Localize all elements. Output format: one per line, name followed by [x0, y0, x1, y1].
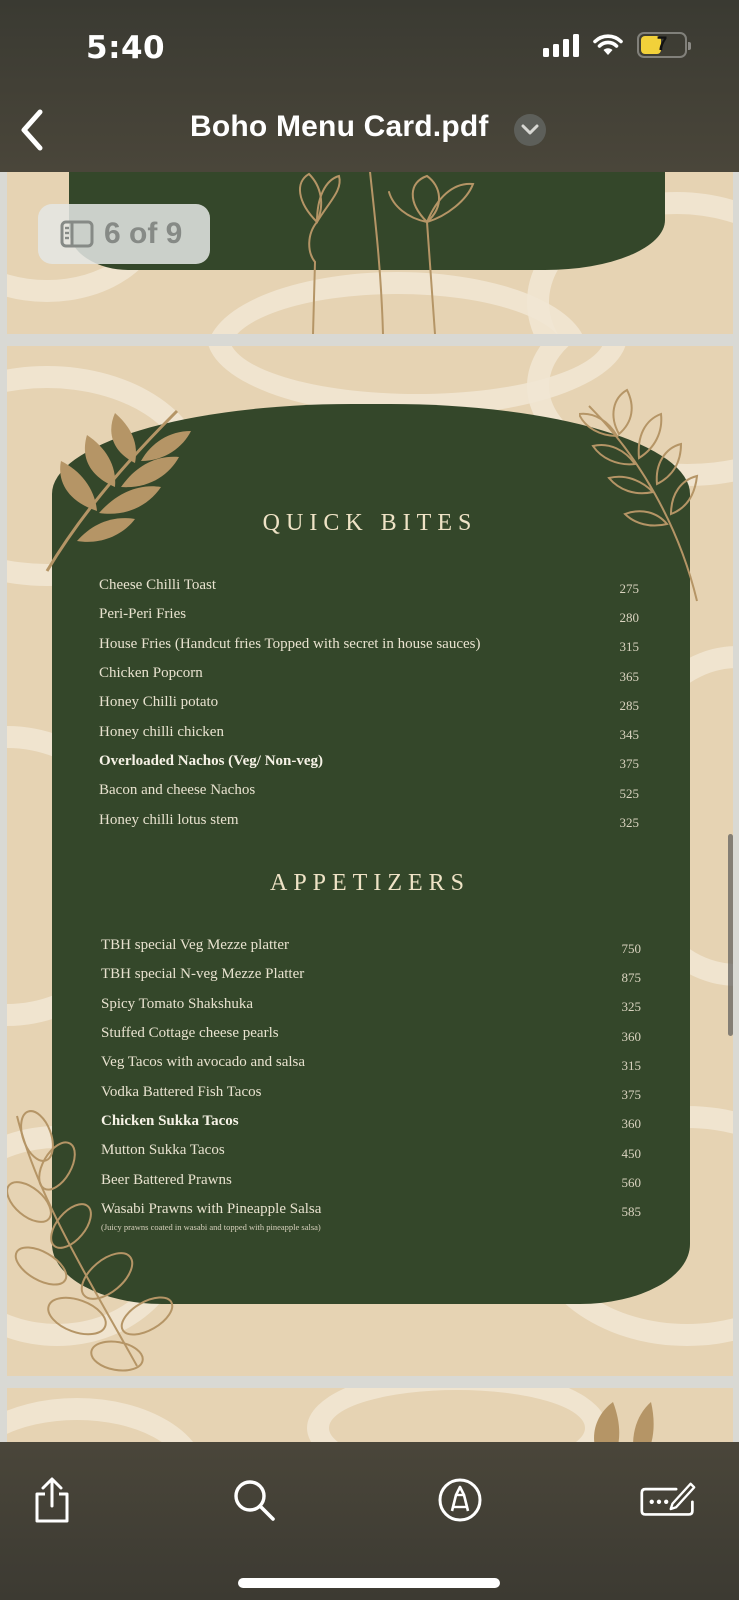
menu-item-name: TBH special Veg Mezze platter: [101, 937, 289, 954]
menu-item: [101, 960, 641, 989]
signal-icon: [543, 33, 579, 57]
menu-item-price: 585: [621, 1204, 641, 1220]
menu-item-name: House Fries (Handcut fries Topped with secret in house sauces): [99, 635, 481, 652]
battery-icon: [637, 32, 687, 58]
markup-button[interactable]: [432, 1472, 488, 1528]
markup-pen-icon: [437, 1477, 483, 1523]
menu-item-price: 375: [621, 1087, 641, 1103]
menu-item: [99, 747, 639, 776]
search-icon: [232, 1478, 276, 1522]
menu-item-name: Overloaded Nachos (Veg/ Non-veg): [99, 752, 324, 769]
menu-item: [99, 805, 639, 834]
menu-item-name: Cheese Chilli Toast: [99, 577, 216, 594]
scrollbar[interactable]: [728, 834, 733, 1036]
menu-item-price: 365: [619, 668, 639, 684]
menu-item-name: Bacon and cheese Nachos: [99, 782, 256, 799]
back-button[interactable]: [16, 108, 50, 152]
menu-item-name: Mutton Sukka Tacos: [101, 1142, 225, 1159]
search-button[interactable]: [226, 1472, 282, 1528]
pdf-page-next: [7, 1388, 733, 1442]
menu-item-price: 450: [621, 1145, 641, 1161]
menu-item-price: 280: [619, 609, 639, 625]
menu-item: [101, 1195, 641, 1232]
pdf-viewer[interactable]: [0, 172, 739, 1442]
section-title-appetizers: APPETIZERS: [269, 870, 470, 896]
lotus-illustration: [277, 172, 497, 334]
wifi-icon: [593, 33, 623, 57]
menu-item: [99, 571, 639, 600]
menu-item-price: 750: [621, 940, 641, 956]
menu-item: [101, 1048, 641, 1077]
menu-item-name: TBH special N-veg Mezze Platter: [101, 966, 305, 983]
menu-item-name: Veg Tacos with avocado and salsa: [101, 1054, 306, 1071]
menu-item-price: 360: [621, 1116, 641, 1132]
menu-item-name: Honey chilli chicken: [99, 723, 224, 740]
status-time: 5:40: [86, 30, 166, 66]
menu-item: [101, 1077, 641, 1106]
page-indicator-label: 6 of 9: [104, 217, 183, 250]
menu-item: [101, 1107, 641, 1136]
share-button[interactable]: [24, 1472, 80, 1528]
top-bar: [0, 0, 739, 172]
menu-item: [99, 600, 639, 629]
menu-item-name: Vodka Battered Fish Tacos: [101, 1083, 262, 1100]
page-indicator[interactable]: [38, 204, 210, 264]
fill-form-button[interactable]: [640, 1472, 696, 1528]
menu-item: [99, 630, 639, 659]
menu-item: [99, 659, 639, 688]
section-title-quick-bites: QUICK BITES: [262, 510, 478, 536]
menu-item-price: 325: [619, 815, 639, 831]
menu-item-price: 525: [619, 785, 639, 801]
menu-item-name: Honey chilli lotus stem: [99, 811, 239, 828]
bottom-toolbar: [0, 1442, 739, 1600]
menu-item-note: (Juicy prawns coated in wasabi and topped with pineapple salsa): [101, 1221, 321, 1232]
menu-item: [99, 776, 639, 805]
menu-item-price: 360: [621, 1028, 641, 1044]
home-indicator[interactable]: [238, 1578, 500, 1588]
menu-item-name: Wasabi Prawns with Pineapple Salsa: [101, 1200, 322, 1217]
leaf-illustration: [567, 1388, 687, 1442]
leaf-illustration-left: [37, 401, 197, 581]
menu-item-name: Honey Chilli potato: [99, 694, 219, 711]
menu-item: [99, 688, 639, 717]
menu-item: [101, 931, 641, 960]
menu-item-name: Stuffed Cottage cheese pearls: [101, 1025, 279, 1042]
chevron-down-icon[interactable]: [514, 114, 546, 146]
menu-item-name: Chicken Popcorn: [99, 665, 203, 682]
menu-item: [101, 1136, 641, 1165]
menu-item-price: 375: [619, 756, 639, 772]
menu-item-name: Spicy Tomato Shakshuka: [101, 995, 253, 1012]
menu-item-price: 315: [621, 1057, 641, 1073]
menu-item-price: 560: [621, 1175, 641, 1191]
menu-item: [99, 717, 639, 746]
menu-item-price: 345: [619, 727, 639, 743]
battery-level: 7: [656, 34, 668, 55]
status-icons: [543, 32, 687, 58]
menu-item: [101, 990, 641, 1019]
sidebar-icon: [60, 220, 94, 248]
menu-list-appetizers: [101, 931, 641, 1232]
menu-item-name: Beer Battered Prawns: [101, 1171, 232, 1188]
menu-item-price: 285: [619, 697, 639, 713]
pdf-page-current: [7, 346, 733, 1376]
menu-item: [101, 1165, 641, 1194]
document-title[interactable]: Boho Menu Card.pdf: [190, 110, 489, 143]
menu-item-price: 275: [619, 580, 639, 596]
share-icon: [32, 1476, 72, 1524]
menu-item-price: 325: [621, 999, 641, 1015]
menu-item-name: Peri-Peri Fries: [99, 606, 187, 623]
menu-item-name: Chicken Sukka Tacos: [101, 1112, 239, 1129]
menu-item-price: 875: [621, 969, 641, 985]
form-fill-icon: [640, 1478, 696, 1522]
menu-item-price: 315: [619, 639, 639, 655]
menu-item: [101, 1019, 641, 1048]
menu-list-quick-bites: [99, 571, 639, 835]
